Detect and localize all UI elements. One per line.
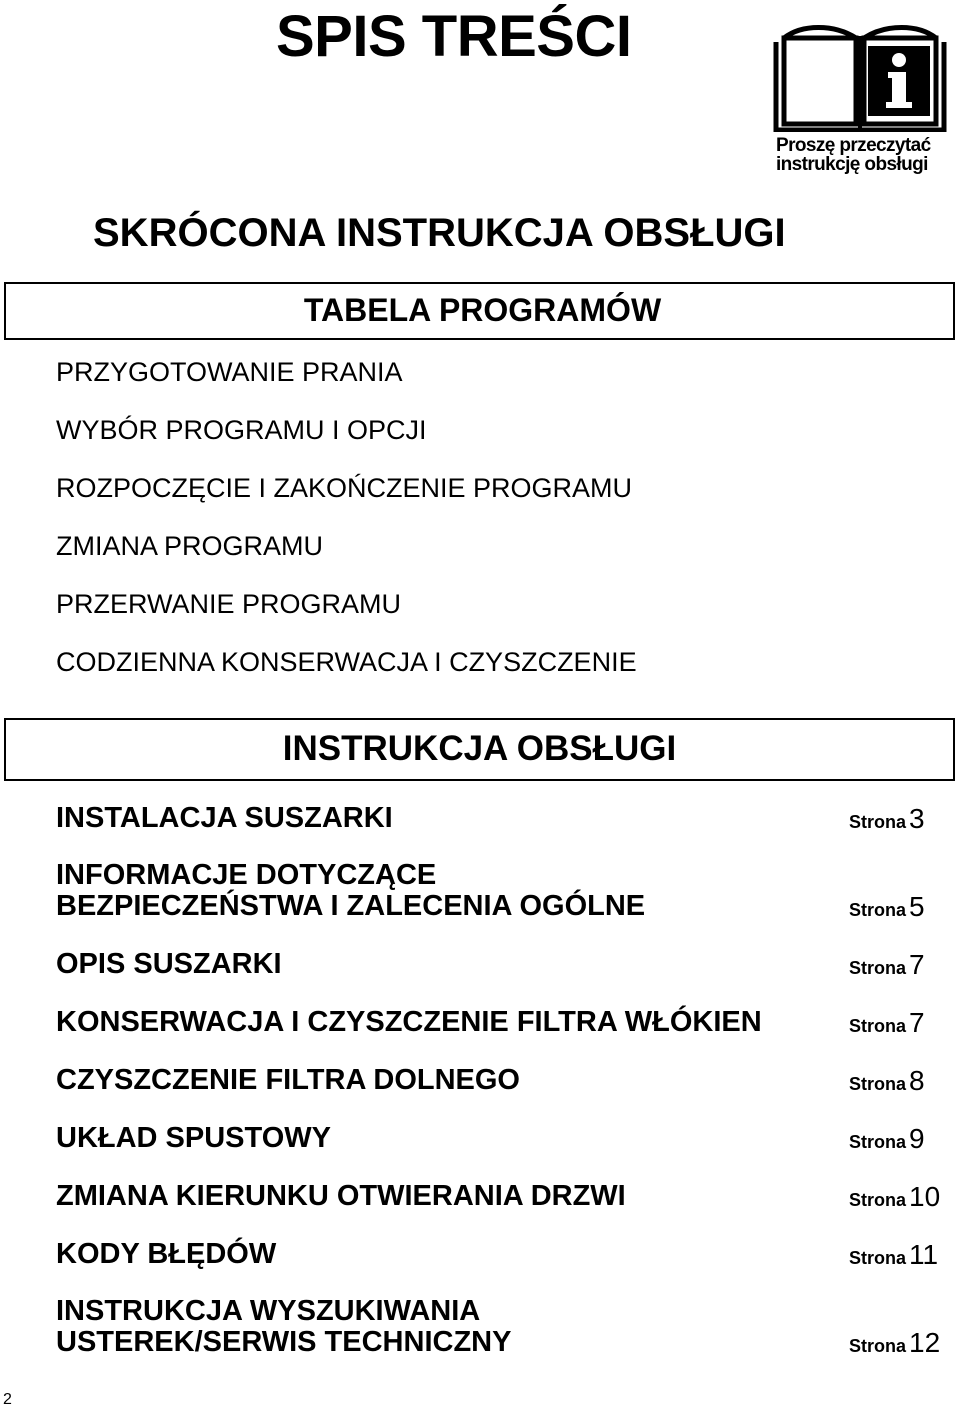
toc-entry-page xyxy=(849,1007,925,1039)
info-book-icon xyxy=(772,20,948,132)
page-word: Strona xyxy=(849,1074,907,1094)
page-word: Strona xyxy=(849,1336,907,1356)
toc-entry xyxy=(56,1123,956,1154)
toc-entry-title xyxy=(56,803,956,834)
toc-entry-line: BEZPIECZEŃSTWA I ZALECENIA OGÓLNE xyxy=(56,890,646,922)
toc-entry xyxy=(56,1007,956,1038)
list-item: PRZYGOTOWANIE PRANIA xyxy=(56,357,403,387)
toc-entry xyxy=(56,803,956,834)
page-number-value: 7 xyxy=(909,1007,925,1038)
page-word: Strona xyxy=(849,1248,907,1268)
toc-entry xyxy=(56,860,956,922)
list-item: ZMIANA PROGRAMU xyxy=(56,531,324,561)
toc-entry-page xyxy=(849,949,925,981)
toc-entry xyxy=(56,1239,956,1270)
toc-entry-title xyxy=(56,1065,956,1096)
manual-box-title: INSTRUKCJA OBSŁUGI xyxy=(282,729,677,768)
toc-entry-line: OPIS SUSZARKI xyxy=(56,948,282,980)
toc-entry-title xyxy=(56,860,956,922)
toc-entry-line: USTEREK/SERWIS TECHNICZNY xyxy=(56,1326,512,1358)
page-number-value: 3 xyxy=(909,803,925,834)
list-item: CODZIENNA KONSERWACJA I CZYSZCZENIE xyxy=(56,647,637,677)
page-number-value: 7 xyxy=(909,949,925,980)
toc-entry-page xyxy=(849,1239,938,1271)
toc-entry-page xyxy=(849,1123,925,1155)
toc-entry-line: KODY BŁĘDÓW xyxy=(56,1238,277,1270)
toc-entry-line: INFORMACJE DOTYCZĄCE xyxy=(56,859,437,891)
page-title: SPIS TREŚCI xyxy=(276,4,632,69)
page-word: Strona xyxy=(849,958,907,978)
list-item: PRZERWANIE PROGRAMU xyxy=(56,589,402,619)
manual-box xyxy=(4,718,955,781)
logo-caption xyxy=(772,136,952,174)
toc-entry-title xyxy=(56,949,956,980)
read-manual-logo xyxy=(772,20,948,190)
toc-entry-line: CZYSZCZENIE FILTRA DOLNEGO xyxy=(56,1064,520,1096)
program-table-box xyxy=(4,282,955,340)
toc-entry-title xyxy=(56,1007,956,1038)
quick-guide-heading: SKRÓCONA INSTRUKCJA OBSŁUGI xyxy=(93,211,786,255)
toc-entry-page xyxy=(849,1181,940,1213)
toc-entry-title xyxy=(56,1239,956,1270)
toc-entry xyxy=(56,1296,956,1358)
page-word: Strona xyxy=(849,812,907,832)
toc-entry xyxy=(56,1181,956,1212)
page-number-value: 10 xyxy=(909,1181,941,1212)
list-item: ROZPOCZĘCIE I ZAKOŃCZENIE PROGRAMU xyxy=(56,473,633,503)
toc-entry-page xyxy=(849,1065,925,1097)
list-item: WYBÓR PROGRAMU I OPCJI xyxy=(56,415,427,445)
page-number-value: 9 xyxy=(909,1123,925,1154)
toc-entry-title xyxy=(56,1296,956,1358)
logo-caption-line1: Proszę przeczytać xyxy=(776,135,931,156)
page-number-value: 12 xyxy=(909,1327,941,1358)
page-word: Strona xyxy=(849,1132,907,1152)
toc-entry-line: ZMIANA KIERUNKU OTWIERANIA DRZWI xyxy=(56,1180,626,1212)
toc-entry xyxy=(56,949,956,980)
page-word: Strona xyxy=(849,1190,907,1210)
page-number-value: 5 xyxy=(909,891,925,922)
page-number-value: 11 xyxy=(909,1239,939,1270)
toc-entry-line: UKŁAD SPUSTOWY xyxy=(56,1122,331,1154)
toc-entry-line: INSTALACJA SUSZARKI xyxy=(56,802,393,834)
toc-entry-line: INSTRUKCJA WYSZUKIWANIA xyxy=(56,1295,481,1327)
toc-entry xyxy=(56,1065,956,1096)
page-word: Strona xyxy=(849,1016,907,1036)
page-number: 2 xyxy=(3,1391,12,1408)
page-number-value: 8 xyxy=(909,1065,925,1096)
toc-entry-line: KONSERWACJA I CZYSZCZENIE FILTRA WŁÓKIEN xyxy=(56,1006,762,1038)
program-table-title: TABELA PROGRAMÓW xyxy=(303,292,662,328)
toc-entry-page xyxy=(849,1327,940,1359)
toc-entry-title xyxy=(56,1181,956,1212)
toc-entry-title xyxy=(56,1123,956,1154)
logo-caption-line2: instrukcję obsługi xyxy=(776,154,928,175)
page-word: Strona xyxy=(849,900,907,920)
quick-guide-list xyxy=(56,357,637,705)
toc-entry-page xyxy=(849,891,925,923)
toc-entry-page xyxy=(849,803,925,835)
